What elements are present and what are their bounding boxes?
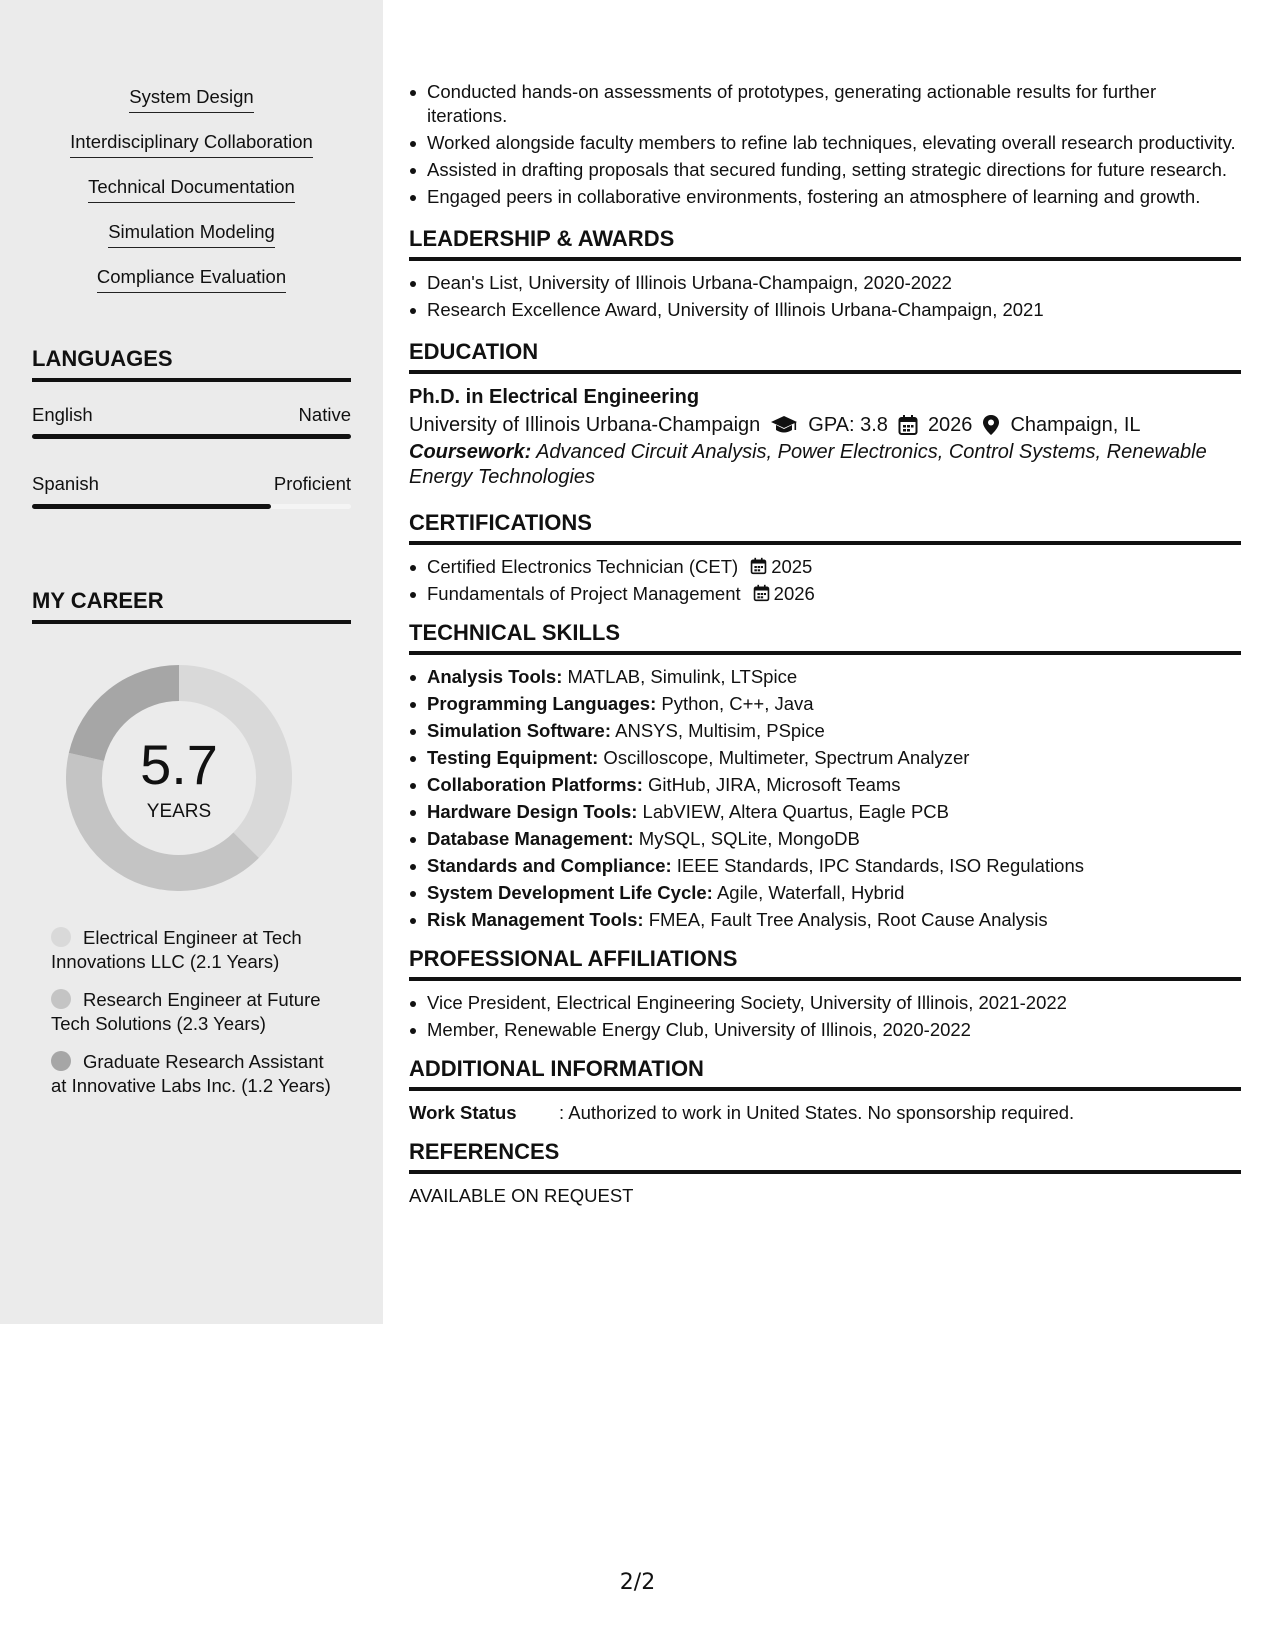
technical-skill-item	[409, 881, 1241, 905]
skill-label: System Design	[129, 85, 253, 113]
language-name: Spanish	[32, 473, 99, 494]
technical-skill-item	[409, 665, 1241, 689]
legend-dot	[51, 989, 71, 1009]
sidebar	[0, 0, 383, 1324]
skill-category: Hardware Design Tools:	[427, 801, 638, 822]
education-degree: Ph.D. in Electrical Engineering	[409, 386, 700, 408]
affiliation-item: Member, Renewable Energy Club, University of Illinois, 2020-2022	[409, 1018, 1241, 1042]
coursework-label: Coursework:	[409, 441, 532, 463]
career-legend-label: Electrical Engineer at Tech Innovations LLC (2.1 Years)	[51, 927, 302, 972]
education-heading: EDUCATION	[409, 339, 1241, 374]
graduation-cap-icon	[770, 415, 798, 435]
language-level: Proficient	[273, 473, 351, 494]
map-pin-icon	[982, 414, 1000, 436]
certification-name: Certified Electronics Technician (CET)	[427, 556, 739, 577]
technical-skill-item	[409, 854, 1241, 878]
work-status-label: Work Status	[409, 1102, 517, 1123]
certifications-list	[409, 555, 1241, 606]
skills-list	[0, 85, 383, 310]
skill-category: Simulation Software:	[427, 720, 611, 741]
career-heading: MY CAREER	[32, 588, 351, 624]
language-name: English	[32, 404, 93, 425]
skill-values: Python, C++, Java	[656, 693, 814, 714]
skill-label: Interdisciplinary Collaboration	[70, 130, 313, 158]
calendar-icon	[753, 584, 770, 602]
certification-item	[409, 582, 1241, 606]
affiliations-list	[409, 991, 1241, 1042]
skill-item	[0, 265, 383, 310]
technical-skill-item	[409, 746, 1241, 770]
skill-category: Collaboration Platforms:	[427, 774, 643, 795]
legend-dot	[51, 1051, 71, 1071]
leadership-heading: LEADERSHIP & AWARDS	[409, 226, 1241, 261]
skill-category: Programming Languages:	[427, 693, 657, 714]
skill-category: Database Management:	[427, 828, 634, 849]
award-item: Research Excellence Award, University of Illinois Urbana-Champaign, 2021	[409, 298, 1241, 322]
skill-label: Technical Documentation	[88, 175, 295, 203]
technical-skills-heading: TECHNICAL SKILLS	[409, 620, 1241, 655]
technical-skill-item	[409, 827, 1241, 851]
skill-item	[0, 85, 383, 130]
certification-item	[409, 555, 1241, 579]
skill-values: FMEA, Fault Tree Analysis, Root Cause Analysis	[643, 909, 1048, 930]
technical-skill-item	[409, 719, 1241, 743]
career-total-years: 5.7	[140, 733, 218, 796]
languages-heading: LANGUAGES	[32, 346, 351, 382]
work-status-value: : Authorized to work in United States. No sponsorship required.	[559, 1102, 1075, 1123]
skill-values: GitHub, JIRA, Microsoft Teams	[642, 774, 901, 795]
language-bar	[32, 434, 351, 439]
education-details	[409, 410, 1241, 440]
certification-year: 2025	[771, 556, 813, 577]
education-coursework	[409, 440, 1241, 490]
skill-item	[0, 130, 383, 175]
references-text: AVAILABLE ON REQUEST	[409, 1185, 634, 1206]
career-legend-label: Research Engineer at Future Tech Solutions (2.3 Years)	[51, 989, 321, 1034]
additional-info-heading: ADDITIONAL INFORMATION	[409, 1056, 1241, 1091]
certification-year: 2026	[773, 583, 815, 604]
references-heading: REFERENCES	[409, 1139, 1241, 1174]
education-location: Champaign, IL	[1010, 414, 1141, 436]
calendar-icon	[898, 414, 918, 436]
skill-values: Oscilloscope, Multimeter, Spectrum Analyzer	[598, 747, 970, 768]
affiliations-heading: PROFESSIONAL AFFILIATIONS	[409, 946, 1241, 981]
legend-dot	[51, 927, 71, 947]
coursework-list: Advanced Circuit Analysis, Power Electronics, Control Systems, Renewable Energy Technologies	[409, 441, 1207, 488]
skill-label: Compliance Evaluation	[97, 265, 286, 293]
skill-values: LabVIEW, Altera Quartus, Eagle PCB	[637, 801, 949, 822]
language-bar	[32, 504, 351, 509]
education-school: University of Illinois Urbana-Champaign	[409, 414, 761, 436]
skill-category: Analysis Tools:	[427, 666, 563, 687]
calendar-icon	[750, 557, 767, 575]
skill-values: ANSYS, Multisim, PSpice	[611, 720, 825, 741]
work-status-row	[409, 1101, 1241, 1125]
career-legend	[51, 926, 341, 1112]
main-content	[409, 80, 1241, 1208]
technical-skill-item	[409, 773, 1241, 797]
experience-bullets	[409, 80, 1241, 209]
skill-category: Standards and Compliance:	[427, 855, 672, 876]
career-legend-item	[51, 926, 341, 974]
experience-bullet: Conducted hands-on assessments of prototypes, generating actionable results for further iterations.	[409, 80, 1241, 128]
skill-label: Simulation Modeling	[108, 220, 275, 248]
skill-values: IEEE Standards, IPC Standards, ISO Regulations	[671, 855, 1085, 876]
skill-category: System Development Life Cycle:	[427, 882, 713, 903]
skill-item	[0, 175, 383, 220]
page-number: 2/2	[619, 1570, 656, 1595]
language-bar-fill	[32, 434, 351, 439]
technical-skill-item	[409, 908, 1241, 932]
technical-skill-item	[409, 800, 1241, 824]
experience-bullet: Engaged peers in collaborative environments, fostering an atmosphere of learning and growth.	[409, 185, 1241, 209]
career-legend-label: Graduate Research Assistant at Innovative Labs Inc. (1.2 Years)	[51, 1051, 331, 1096]
technical-skill-item	[409, 692, 1241, 716]
affiliation-item: Vice President, Electrical Engineering Society, University of Illinois, 2021-2022	[409, 991, 1241, 1015]
award-item: Dean's List, University of Illinois Urbana-Champaign, 2020-2022	[409, 271, 1241, 295]
skill-category: Testing Equipment:	[427, 747, 599, 768]
career-legend-item	[51, 1050, 341, 1098]
language-level: Native	[298, 404, 351, 425]
certification-name: Fundamentals of Project Management	[427, 583, 741, 604]
language-row	[32, 403, 351, 427]
experience-bullet: Worked alongside faculty members to refine lab techniques, elevating overall research productivity.	[409, 131, 1241, 155]
career-years-unit: YEARS	[146, 801, 212, 822]
education-year: 2026	[927, 414, 973, 436]
education-gpa: GPA: 3.8	[808, 414, 888, 436]
language-row	[32, 472, 351, 496]
leadership-list	[409, 271, 1241, 322]
certifications-heading: CERTIFICATIONS	[409, 510, 1241, 545]
skill-values: MySQL, SQLite, MongoDB	[633, 828, 860, 849]
skill-values: MATLAB, Simulink, LTSpice	[562, 666, 798, 687]
language-bar-fill	[32, 504, 271, 509]
skill-category: Risk Management Tools:	[427, 909, 644, 930]
skill-values: Agile, Waterfall, Hybrid	[712, 882, 905, 903]
career-legend-item	[51, 988, 341, 1036]
skill-item	[0, 220, 383, 265]
technical-skills-list	[409, 665, 1241, 932]
experience-bullet: Assisted in drafting proposals that secured funding, setting strategic directions for future research.	[409, 158, 1241, 182]
